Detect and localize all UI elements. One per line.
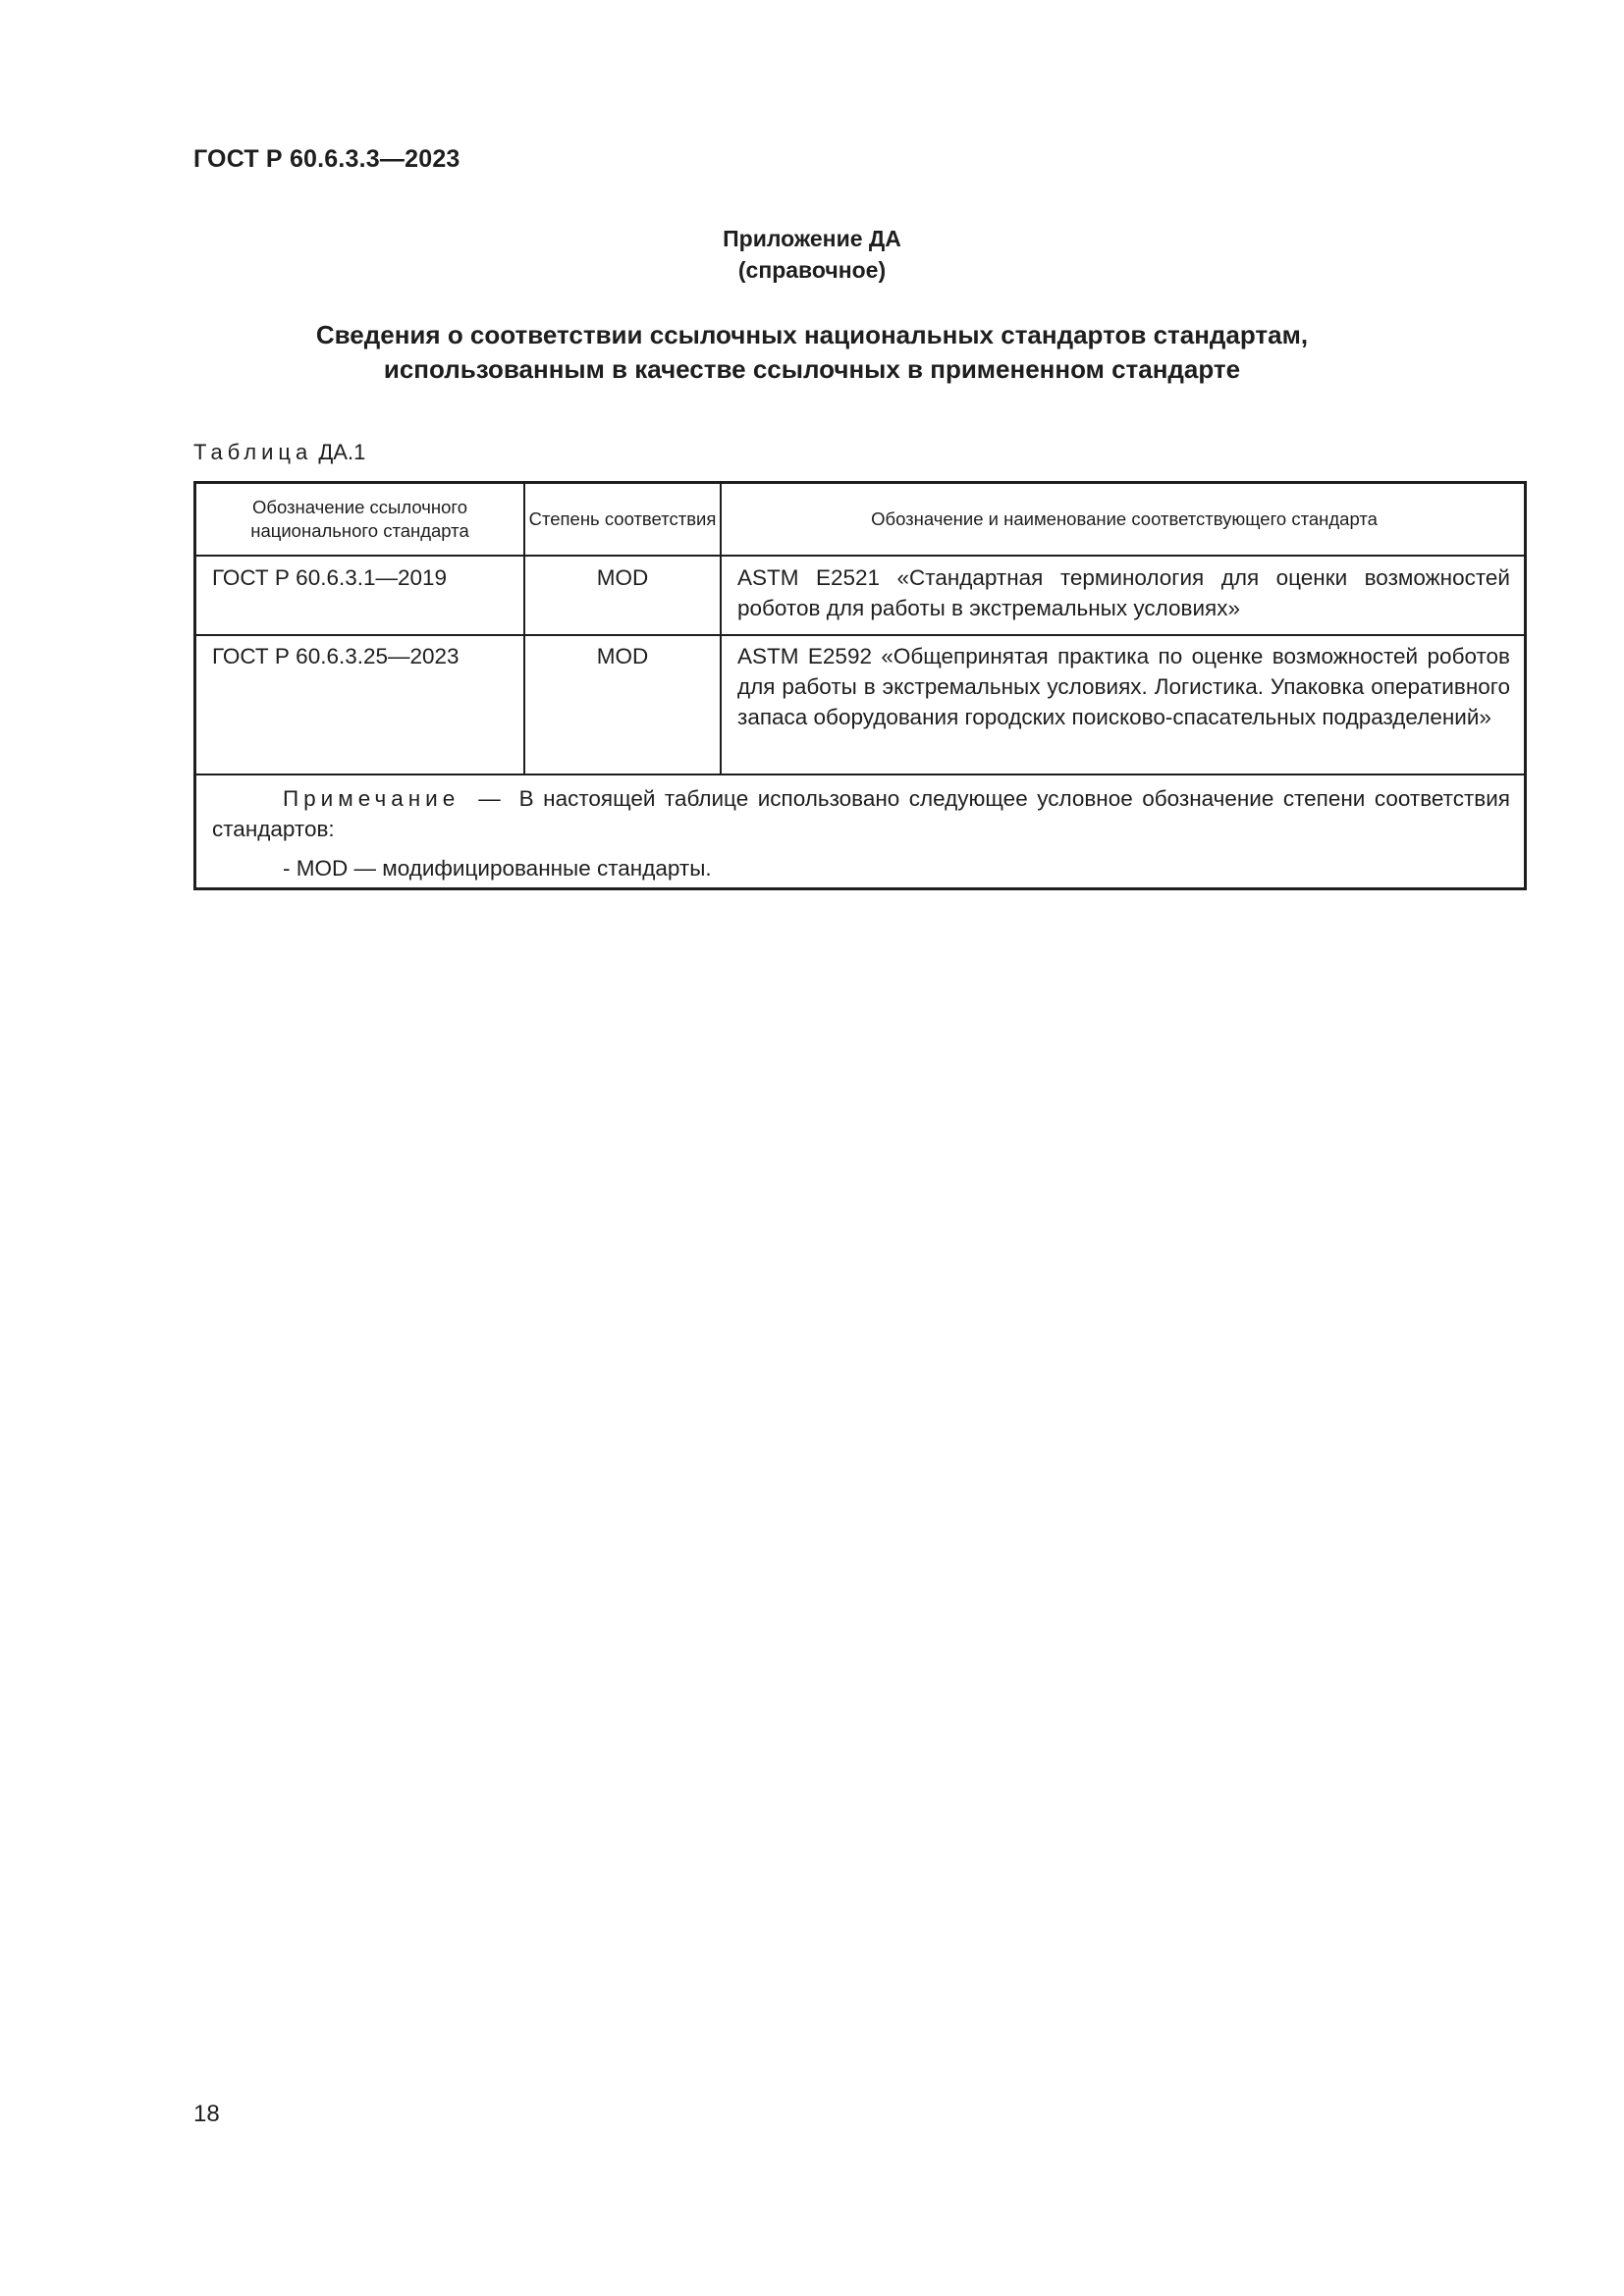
note-text: В настоящей таблице использовано следующее условное обозначение степени соответствия стандартов: [212, 786, 1510, 841]
table-row-divider [196, 634, 1524, 636]
table-caption-number: ДА.1 [318, 440, 366, 464]
table-note [212, 783, 1510, 883]
table-caption [193, 440, 365, 465]
table-header-reference: Обозначение и наименование соответствующего стандарта [871, 508, 1378, 529]
table-cell-degree: MOD [596, 644, 649, 668]
annex-title: Приложение ДА [723, 226, 901, 251]
document-heading [0, 318, 1624, 387]
correspondence-table [193, 481, 1527, 890]
note-list-item: - MOD — модифицированные стандарты. [283, 856, 712, 881]
table-cell-standard: ГОСТ Р 60.6.3.1—2019 [212, 565, 448, 590]
note-paragraph [212, 783, 1510, 844]
heading-line-2: использованным в качестве ссылочных в примененном стандарте [383, 354, 1241, 384]
page-number: 18 [193, 2101, 220, 2127]
table-header-degree: Степень соответствия [528, 508, 717, 529]
table-cell-degree: MOD [596, 565, 649, 590]
table-row-divider [196, 555, 1524, 557]
note-dash: — [478, 786, 501, 811]
table-cell-reference: ASTM E2592 «Общепринятая практика по оценке возможностей роботов для работы в экстремальных условиях. Логистика. Упаковка оперативного запаса оборудования городских поисково-спасательных подразделений» [737, 644, 1510, 729]
annex-kind: (справочное) [737, 257, 887, 283]
table-cell-standard: ГОСТ Р 60.6.3.25—2023 [212, 644, 460, 668]
table-caption-word: Таблица [193, 440, 313, 464]
table-header-standard: Обозначение ссылочного национального стандарта [250, 497, 469, 541]
document-code: ГОСТ Р 60.6.3.3—2023 [193, 145, 460, 173]
table-cell-reference: ASTM E2521 «Стандартная терминология для оценки возможностей роботов для работы в экстремальных условиях» [737, 565, 1510, 620]
note-label: Примечание [283, 786, 460, 811]
table-row-divider [196, 774, 1524, 775]
heading-line-1: Сведения о соответствии ссылочных национальных стандартов стандартам, [315, 320, 1309, 349]
